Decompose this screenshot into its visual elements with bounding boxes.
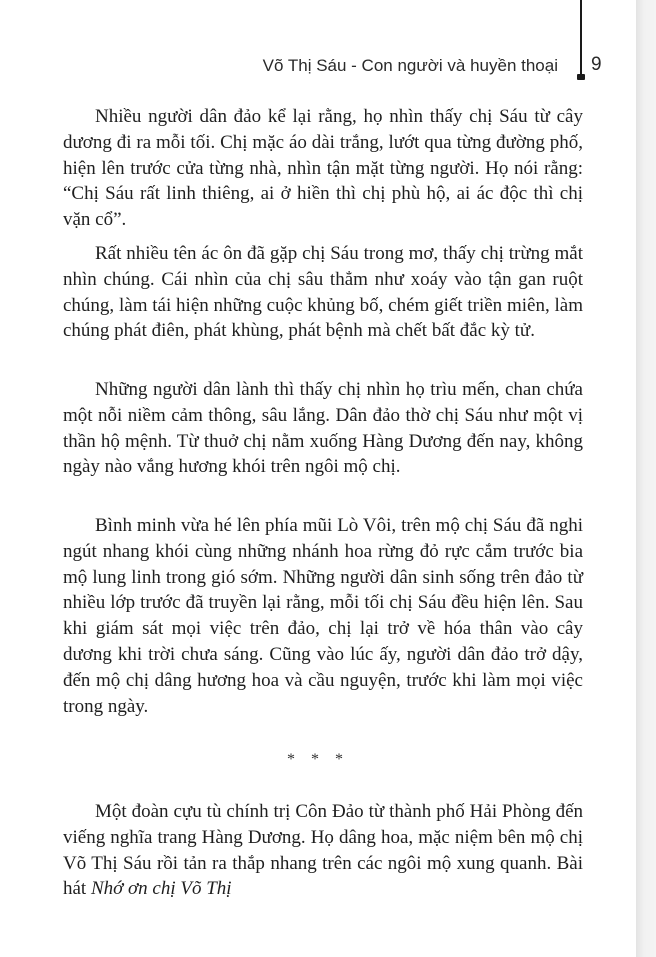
paragraph-1 xyxy=(63,104,583,233)
paragraph-2 xyxy=(63,241,583,344)
paragraph-3 xyxy=(63,377,583,480)
paragraph-text: Nhiều người dân đảo kể lại rằng, họ nhìn thấy chị Sáu từ cây dương đi ra mỗi tối. Chị mặc áo dài trắng, lướt qua từng đường phố, hiện lên trước cửa từng nhà, nhìn tận mặt từng người. Họ nói rằng: “Chị Sáu rất linh thiêng, ai ở hiền thì chị phù hộ, ai ác độc thì chị vặn cổ”. xyxy=(63,106,583,231)
page-number: 9 xyxy=(591,54,602,75)
header-vertical-rule xyxy=(580,0,582,80)
song-title: Nhớ ơn chị Võ Thị xyxy=(90,878,232,900)
paragraph-text-run: Một đoàn cựu tù chính trị Côn Đảo từ thành phố Hải Phòng đến viếng nghĩa trang Hàng Dương. Họ dâng hoa, mặc niệm bên mộ chị Võ Thị Sáu rồi tản ra thắp nhang trên các ngôi mộ xung quanh. Bài hát xyxy=(63,801,583,900)
section-separator: * * * xyxy=(287,751,349,768)
paragraph-text xyxy=(63,799,583,902)
paragraph-5 xyxy=(63,799,583,902)
paragraph-text: Rất nhiều tên ác ôn đã gặp chị Sáu trong mơ, thấy chị trừng mắt nhìn chúng. Cái nhìn của chị sâu thẳm như xoáy vào tận gan ruột chúng, làm tái hiện những cuộc khủng bố, chém giết triền miên, làm chúng phát điên, phát khùng, phát bệnh mà chết bất đắc kỳ tử. xyxy=(63,243,583,342)
paragraph-text: Bình minh vừa hé lên phía mũi Lò Vôi, trên mộ chị Sáu đã nghi ngút nhang khói cùng những nhánh hoa rừng đỏ rực cắm trước bia mộ lung linh trong gió sớm. Những người dân sinh sống trên đảo từ nhiều lớp trước đã truyền lại rằng, mỗi tối chị Sáu đều hiện lên. Sau khi giám sát mọi việc trên đảo, chị lại trở về hóa thân vào cây dương khi trời chưa sáng. Cũng vào lúc ấy, người dân đảo trở dậy, đến mộ chị dâng hương hoa và cầu nguyện, trước khi làm mọi việc trong ngày. xyxy=(63,515,583,717)
running-header-title: Võ Thị Sáu - Con người và huyền thoại xyxy=(262,56,558,75)
paragraph-text: Những người dân lành thì thấy chị nhìn họ trìu mến, chan chứa một nỗi niềm cảm thông, sâu lắng. Dân đảo thờ chị Sáu như một vị thần hộ mệnh. Từ thuở chị nằm xuống Hàng Dương đến nay, không ngày nào vắng hương khói trên ngôi mộ chị. xyxy=(63,379,583,478)
header-rule-end-mark xyxy=(577,74,585,80)
paragraph-4 xyxy=(63,513,583,719)
page-edge-shadow xyxy=(636,0,656,957)
